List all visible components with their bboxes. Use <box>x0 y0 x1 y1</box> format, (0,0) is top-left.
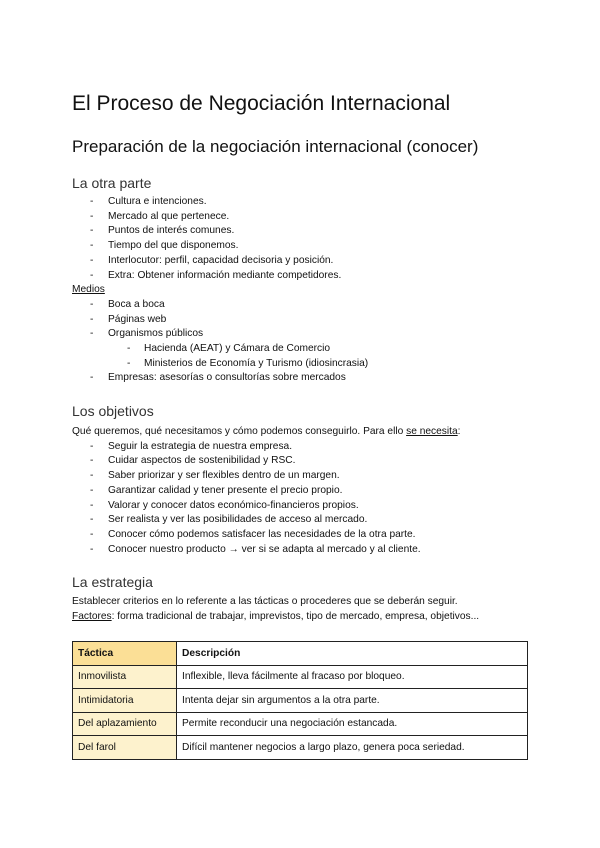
table-row <box>73 665 528 689</box>
sub-list-item: - Hacienda (AEAT) y Cámara de Comercio <box>72 342 542 357</box>
table-row <box>73 689 528 713</box>
tacticas-table <box>72 641 528 760</box>
list-item: - Garantizar calidad y tener presente el precio propio. <box>72 484 542 499</box>
table-cell: Intenta dejar sin argumentos a la otra parte. <box>177 689 528 713</box>
objetivos-intro: Qué queremos, qué necesitamos y cómo podemos conseguirlo. Para ello se necesita: <box>72 426 461 437</box>
list-item: - Saber priorizar y ser flexibles dentro de un margen. <box>72 469 542 484</box>
list-item: - Boca a boca <box>72 298 542 313</box>
list-item: - Seguir la estrategia de nuestra empresa. <box>72 440 542 455</box>
list-item: - Conocer nuestro producto → ver si se adapta al mercado y al cliente. <box>72 543 542 558</box>
otra-parte-block <box>72 195 542 386</box>
list-item: - Conocer cómo podemos satisfacer las necesidades de la otra parte. <box>72 528 542 543</box>
list-item: - Mercado al que pertenece. <box>72 210 542 225</box>
table-cell: Del aplazamiento <box>73 712 177 736</box>
column-header-tactica: Táctica <box>73 642 177 666</box>
table-row <box>73 736 528 760</box>
estrategia-block <box>72 595 542 624</box>
heading-estrategia: La estrategia <box>72 574 153 590</box>
list-item: - Cuidar aspectos de sostenibilidad y RSC. <box>72 454 542 469</box>
list-item: - Interlocutor: perfil, capacidad decisoria y posición. <box>72 254 542 269</box>
list-item: - Páginas web <box>72 313 542 328</box>
medios-label: Medios <box>72 284 105 296</box>
table-row <box>73 712 528 736</box>
estrategia-line: Establecer criterios en lo referente a las tácticas o procederes que se deberán seguir. <box>72 596 458 607</box>
table-cell: Del farol <box>73 736 177 760</box>
document-title: El Proceso de Negociación Internacional <box>72 92 451 115</box>
table-cell: Intimidatoria <box>73 689 177 713</box>
table-cell: Difícil mantener negocios a largo plazo, genera poca seriedad. <box>177 736 528 760</box>
list-item: - Valorar y conocer datos económico-financieros propios. <box>72 499 542 514</box>
table-cell: Inflexible, lleva fácilmente al fracaso por bloqueo. <box>177 665 528 689</box>
otra-parte-list <box>72 195 542 283</box>
list-item: - Puntos de interés comunes. <box>72 224 542 239</box>
medios-list <box>72 298 542 386</box>
heading-otra-parte: La otra parte <box>72 175 152 191</box>
table-header-row <box>73 642 528 666</box>
table-cell: Permite reconducir una negociación estancada. <box>177 712 528 736</box>
sub-list-item: - Ministerios de Economía y Turismo (idiosincrasia) <box>72 357 542 372</box>
list-item: - Extra: Obtener información mediante competidores. <box>72 269 542 284</box>
list-item: - Empresas: asesorías o consultorías sobre mercados <box>72 371 542 386</box>
objetivos-list <box>72 440 542 558</box>
list-item: - Organismos públicos <box>72 327 542 342</box>
list-item: - Tiempo del que disponemos. <box>72 239 542 254</box>
list-item: - Cultura e intenciones. <box>72 195 542 210</box>
section-heading-preparacion: Preparación de la negociación internacional (conocer) <box>72 137 479 156</box>
column-header-descripcion: Descripción <box>177 642 528 666</box>
factores-line: Factores: forma tradicional de trabajar, imprevistos, tipo de mercado, empresa, objetivos... <box>72 610 480 622</box>
objetivos-block <box>72 425 542 557</box>
table-cell: Inmovilista <box>73 665 177 689</box>
heading-objetivos: Los objetivos <box>72 403 154 419</box>
list-item: - Ser realista y ver las posibilidades de acceso al mercado. <box>72 513 542 528</box>
